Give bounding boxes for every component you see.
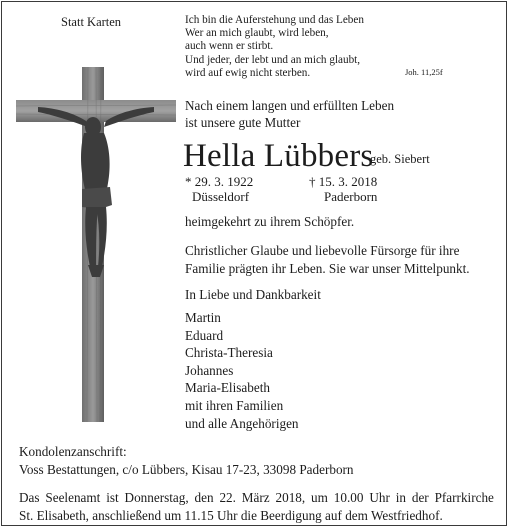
service-word: Das xyxy=(19,490,40,505)
tribute-line: Familie prägten ihr Leben. Sie war unser Mittelpunkt. xyxy=(185,260,470,276)
service-word: 22. xyxy=(219,490,236,505)
verse-reference: Joh. 11,25f xyxy=(405,67,443,77)
service-word: den xyxy=(194,490,214,505)
service-word: in xyxy=(395,490,406,505)
birth-name: geb. Siebert xyxy=(370,152,430,166)
service-word: um xyxy=(311,490,328,505)
verse-line: Ich bin die Auferstehung und das Leben xyxy=(185,14,364,26)
service-word: ist xyxy=(106,490,119,505)
verse-line: Wer an mich glaubt, wird leben, xyxy=(185,27,329,40)
corpus xyxy=(38,107,154,277)
mourner: und alle Angehörigen xyxy=(185,415,299,431)
service-word: Seelenamt xyxy=(45,490,101,505)
service-line-2: St. Elisabeth, anschließend um 11.15 Uhr die Beerdigung auf dem Westfriedhof. xyxy=(19,507,443,523)
verse-line: auch wenn er stirbt. xyxy=(185,40,274,53)
mourner: Eduard xyxy=(185,327,224,343)
verse-line: Und jeder, der lebt und an mich glaubt, xyxy=(185,53,361,66)
intro-text xyxy=(185,97,394,131)
intro-line: ist unsere gute Mutter xyxy=(185,115,301,130)
homecoming-text: heimgekehrt zu ihrem Schöpfer. xyxy=(185,214,355,229)
intro-line: Nach einem langen und erfüllten Leben xyxy=(185,98,395,113)
mourner: mit ihren Familien xyxy=(185,397,284,413)
mourner: Maria-Elisabeth xyxy=(185,380,270,396)
birth-place: Düsseldorf xyxy=(192,189,250,204)
obituary-frame xyxy=(1,1,507,526)
birth-date: * 29. 3. 1922 xyxy=(185,174,254,189)
statt-karten-label: Statt Karten xyxy=(61,15,122,29)
verse-line: wird auf ewig nicht sterben. xyxy=(185,66,311,79)
service-notice xyxy=(19,489,494,524)
crucifix-icon xyxy=(16,67,176,422)
death-place: Paderborn xyxy=(324,189,378,204)
condolence-address-line: Voss Bestattungen, c/o Lübbers, Kisau 17-23, 33098 Paderborn xyxy=(19,461,354,477)
service-word: Uhr xyxy=(369,490,390,505)
service-word: der xyxy=(411,490,429,505)
deceased-name: Hella Lübbers xyxy=(183,138,374,174)
mourner: Christa-Theresia xyxy=(185,345,273,361)
mourner: Martin xyxy=(185,310,221,325)
service-word: 2018, xyxy=(275,490,306,505)
condolence-address xyxy=(19,443,354,478)
tribute-text xyxy=(185,242,470,277)
death-date: † 15. 3. 2018 xyxy=(309,174,378,189)
mourner: Johannes xyxy=(185,362,234,378)
service-word: März xyxy=(241,490,270,505)
condolence-label: Kondolenzanschrift: xyxy=(19,444,127,459)
service-word: Donnerstag, xyxy=(124,490,189,505)
service-line-1 xyxy=(19,489,494,507)
bible-verse xyxy=(185,14,364,80)
tribute-line: Christlicher Glaube und liebevolle Fürsorge für ihre xyxy=(185,243,460,258)
service-word: 10.00 xyxy=(333,490,364,505)
love-line: In Liebe und Dankbarkeit xyxy=(185,287,321,302)
mourners-list xyxy=(185,309,299,432)
service-word: Pfarrkirche xyxy=(434,490,494,505)
